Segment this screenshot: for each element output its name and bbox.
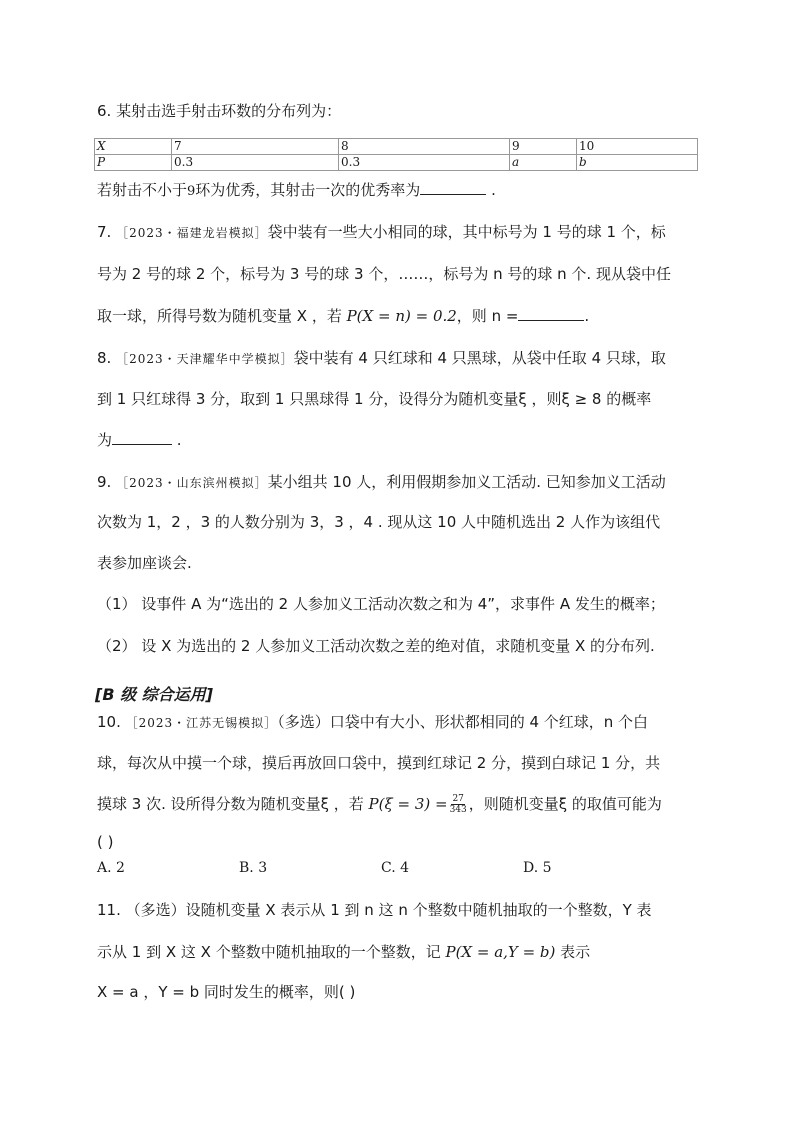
section-heading: [B 级 综合运用] xyxy=(95,685,213,704)
q6-text: 环为优秀，其射击一次的优秀率为 xyxy=(195,181,421,199)
q8-period: . xyxy=(176,431,182,449)
q10-text: ，则随机变量ξ 的取值可能为 xyxy=(468,795,662,813)
q6-number: 9 xyxy=(187,184,196,199)
answer-blank xyxy=(518,306,584,321)
q8-text: 为 xyxy=(97,431,113,449)
question-number: 7. xyxy=(97,223,112,241)
q7-text: 取一球，所得号数为随机变量 X ，若 xyxy=(97,307,347,325)
q6-period: . xyxy=(491,181,496,199)
source-tag: ［2023・江苏无锡模拟］ xyxy=(125,716,278,730)
q9-part-1: （1） 设事件 A 为“选出的 2 人参加义工活动次数之和为 4”，求事件 A 发生的概率； xyxy=(97,595,665,613)
q10-formula: P(ξ = 3) = xyxy=(368,795,448,813)
q8-line-2: 到 1 只红球得 3 分，取到 1 只黑球得 1 分，设得分为随机变量ξ ，则ξ ≥ 8 的概率 xyxy=(97,390,652,408)
table-cell: b xyxy=(577,155,698,171)
q7-line-3 xyxy=(97,306,589,326)
answer-blank xyxy=(112,430,172,445)
q10-text: 摸球 3 次. 设所得分数为随机变量ξ ，若 xyxy=(97,795,369,813)
table-cell: X xyxy=(95,139,172,155)
table-row xyxy=(95,155,698,171)
fraction xyxy=(450,794,467,815)
answer-paren: ( ) xyxy=(97,833,114,851)
option-c: C. 4 xyxy=(381,860,410,876)
q11-text: 示从 1 到 X 这 X 个整数中随机抽取的一个整数，记 xyxy=(97,943,446,961)
q6-text: 若射击不小于 xyxy=(97,181,188,199)
source-tag: ［2023・山东滨州模拟］ xyxy=(116,476,268,490)
q9-line-1 xyxy=(97,472,666,493)
q7-text: 袋中装有一些大小相同的球，其中标号为 1 号的球 1 个，标 xyxy=(267,223,666,241)
q11-line-3: X = a ，Y = b 同时发生的概率，则( ) xyxy=(97,983,356,1001)
source-tag: ［2023・天津耀华中学模拟］ xyxy=(116,352,294,366)
answer-blank xyxy=(420,180,486,195)
source-tag: ［2023・福建龙岩模拟］ xyxy=(116,226,268,240)
table-cell: 9 xyxy=(510,139,577,155)
table-cell: 0.3 xyxy=(172,155,339,171)
q9-line-3: 表参加座谈会. xyxy=(97,554,192,572)
table-cell: 8 xyxy=(339,139,510,155)
q8-text: 袋中装有 4 只红球和 4 只黑球，从袋中任取 4 只球，取 xyxy=(293,349,666,367)
table-cell: P xyxy=(95,155,172,171)
fraction-denominator: 343 xyxy=(449,805,467,815)
table-cell: 7 xyxy=(172,139,339,155)
question-number: 9. xyxy=(97,473,112,491)
table-cell: 0.3 xyxy=(339,155,510,171)
q9-part-2: （2） 设 X 为选出的 2 人参加义工活动次数之差的绝对值，求随机变量 X 的分布列. xyxy=(97,637,655,655)
q8-line-3 xyxy=(97,430,182,450)
q10-line-3 xyxy=(97,794,662,815)
q11-formula: P(X = a,Y = b) xyxy=(445,943,556,961)
q9-text: 某小组共 10 人，利用假期参加义工活动. 已知参加义工活动 xyxy=(267,473,666,491)
q7-line-1 xyxy=(97,222,666,243)
q7-formula: P(X = n) = 0.2 xyxy=(346,307,457,325)
question-number: 10. xyxy=(97,713,121,731)
q6-followup xyxy=(97,180,496,202)
table-cell: a xyxy=(510,155,577,171)
question-number: 8. xyxy=(97,349,112,367)
q11-line-1: 11. （多选）设随机变量 X 表示从 1 到 n 这 n 个整数中随机抽取的一个整数，Y 表 xyxy=(97,901,652,919)
q7-text: ，则 n = xyxy=(456,307,519,325)
q11-line-2 xyxy=(97,942,590,962)
q10-line-1 xyxy=(97,712,648,733)
q8-line-1 xyxy=(97,348,666,369)
q10-line-2: 球，每次从中摸一个球，摸后再放回口袋中，摸到红球记 2 分，摸到白球记 1 分，共 xyxy=(97,754,661,772)
q11-text: 表示 xyxy=(555,943,591,961)
q6-stem: 6. 某射击选手射击环数的分布列为： xyxy=(97,102,342,120)
option-a: A. 2 xyxy=(97,860,125,876)
option-b: B. 3 xyxy=(239,860,268,876)
q7-line-2: 号为 2 号的球 2 个，标号为 3 号的球 3 个，……，标号为 n 号的球 n 个. 现从袋中任 xyxy=(97,265,671,283)
table-row xyxy=(95,139,698,155)
fraction-numerator: 27 xyxy=(452,794,464,804)
table-cell: 10 xyxy=(577,139,698,155)
q10-text: （多选）口袋中有大小、形状都相同的 4 个红球，n 个白 xyxy=(277,713,649,731)
q7-period: . xyxy=(584,307,590,325)
option-d: D. 5 xyxy=(523,860,552,876)
distribution-table xyxy=(94,138,698,171)
q9-line-2: 次数为 1，2 ，3 的人数分别为 3，3 ，4 . 现从这 10 人中随机选出 2 人作为该组代 xyxy=(97,513,661,531)
